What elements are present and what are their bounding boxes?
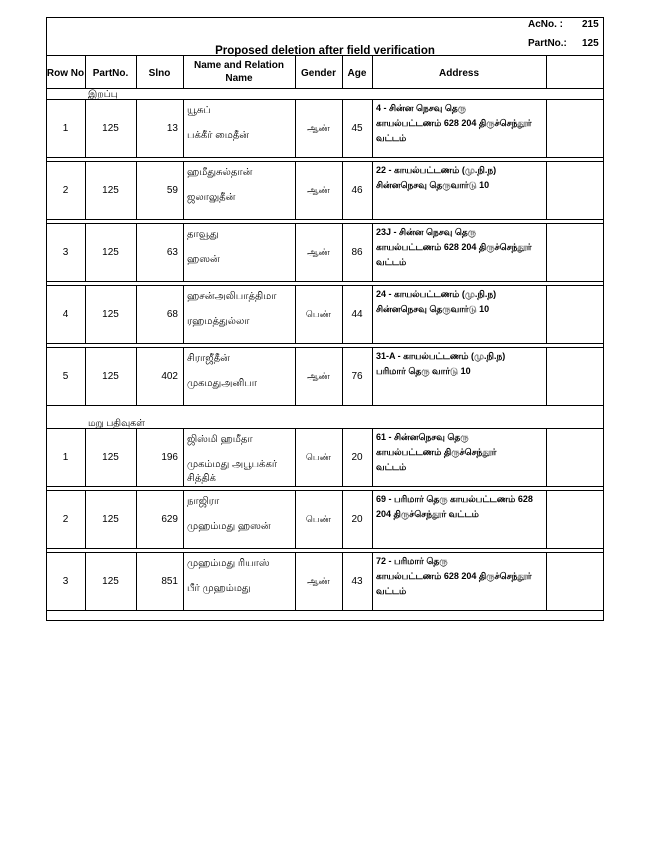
elector-name: தாவூது: [187, 229, 219, 240]
row-column-divider: [85, 552, 86, 610]
row-column-divider: [546, 552, 547, 610]
row-column-divider: [372, 347, 373, 405]
row-column-divider: [136, 490, 137, 548]
row-column-divider: [85, 347, 86, 405]
elector-name: யூசுப்: [187, 105, 211, 116]
address-line-1: 22 - காயல்பட்டணம் (மு.நி.ந): [376, 165, 497, 175]
row-column-divider: [295, 428, 296, 486]
row-column-divider: [136, 99, 137, 157]
row-bottom-border: [46, 157, 604, 158]
age: 20: [351, 452, 363, 463]
address-line-2: காயல்பட்டணம் 628 204 திருச்செந்தூர்: [376, 242, 532, 252]
row-column-divider: [372, 552, 373, 610]
row-column-divider: [136, 552, 137, 610]
relation-name: பக்கீர் மைதீன்: [187, 130, 249, 141]
row-column-divider: [85, 223, 86, 281]
row-column-divider: [136, 428, 137, 486]
table-bottom-border: [46, 620, 604, 621]
address-line-3: வட்டம்: [376, 586, 407, 596]
column-header-slno: Slno: [148, 68, 171, 79]
row-column-divider: [183, 347, 184, 405]
row-column-divider: [342, 99, 343, 157]
relation-name-cont: சித்திக்: [187, 473, 216, 484]
elector-name: ஹமீதுசுல்தான்: [187, 167, 253, 178]
serial-number: 68: [166, 309, 178, 320]
row-number: 2: [62, 514, 69, 525]
row-column-divider: [372, 285, 373, 343]
column-header-gender: Gender: [300, 68, 336, 79]
row-column-divider: [85, 161, 86, 219]
gender: ஆண்: [307, 247, 330, 257]
age: 76: [351, 371, 363, 382]
address-line-2: காயல்பட்டணம் 628 204 திருச்செந்தூர்: [376, 118, 532, 128]
header-column-divider: [342, 55, 343, 88]
row-bottom-border: [46, 343, 604, 344]
row-column-divider: [342, 490, 343, 548]
gender: பெண்: [305, 514, 332, 524]
age: 86: [351, 247, 363, 258]
row-column-divider: [183, 161, 184, 219]
row-column-divider: [85, 99, 86, 157]
serial-number: 13: [166, 123, 178, 134]
row-column-divider: [295, 285, 296, 343]
serial-number: 402: [161, 371, 178, 382]
address-line-3: வட்டம்: [376, 462, 407, 472]
page-title: Proposed deletion after field verification: [215, 45, 435, 57]
row-column-divider: [342, 428, 343, 486]
row-top-border: [46, 552, 604, 553]
row-column-divider: [372, 490, 373, 548]
row-column-divider: [295, 490, 296, 548]
part-number: 125: [102, 185, 119, 196]
age: 43: [351, 576, 363, 587]
elector-name: சிராஜீதீன்: [187, 353, 230, 364]
row-top-border: [46, 99, 604, 100]
row-column-divider: [183, 490, 184, 548]
age: 44: [351, 309, 363, 320]
column-header-address: Address: [438, 68, 479, 79]
gender: ஆண்: [307, 123, 330, 133]
row-number: 3: [62, 576, 69, 587]
gender: ஆண்: [307, 185, 330, 195]
row-column-divider: [342, 285, 343, 343]
header-column-divider: [85, 55, 86, 88]
part-number: 125: [102, 452, 119, 463]
row-bottom-border: [46, 281, 604, 282]
row-column-divider: [546, 161, 547, 219]
gender: பெண்: [305, 309, 332, 319]
row-column-divider: [546, 428, 547, 486]
row-column-divider: [546, 347, 547, 405]
address-line-3: வட்டம்: [376, 133, 407, 143]
row-column-divider: [295, 552, 296, 610]
row-number: 4: [62, 309, 69, 320]
partno-value: 125: [582, 38, 599, 49]
row-column-divider: [85, 428, 86, 486]
column-header-name: Name and Relation Name: [193, 60, 285, 84]
address-line-1: 24 - காயல்பட்டணம் (மு.நி.ந): [376, 289, 497, 299]
address-line-2: சின்னநெசவு தெருவார்டு 10: [376, 304, 490, 314]
relation-name: முஹம்மது ஹஸன்: [187, 521, 271, 532]
relation-name: ஜலாலுதீன்: [187, 192, 236, 203]
header-column-divider: [136, 55, 137, 88]
acno-label: AcNo. :: [528, 19, 563, 30]
row-column-divider: [372, 161, 373, 219]
part-number: 125: [102, 123, 119, 134]
row-bottom-border: [46, 610, 604, 611]
row-column-divider: [183, 552, 184, 610]
column-header-part-no: PartNo.: [92, 68, 129, 79]
serial-number: 59: [166, 185, 178, 196]
gender: பெண்: [305, 452, 332, 462]
address-line-1: 69 - பரிமார் தெரு காயல்பட்டணம் 628: [376, 494, 533, 504]
relation-name: முகமதுஅனிபா: [187, 378, 257, 389]
row-column-divider: [546, 285, 547, 343]
row-number: 3: [62, 247, 69, 258]
row-column-divider: [342, 552, 343, 610]
address-line-3: வட்டம்: [376, 257, 407, 267]
row-column-divider: [342, 161, 343, 219]
column-header-age: Age: [347, 68, 367, 79]
row-bottom-border: [46, 486, 604, 487]
row-column-divider: [136, 285, 137, 343]
row-column-divider: [183, 285, 184, 343]
column-header-row-no: Row No: [46, 68, 85, 79]
address-line-2: காயல்பட்டணம் திருச்செந்தூர்: [376, 447, 497, 457]
row-column-divider: [183, 223, 184, 281]
address-line-1: 23J - சின்ன நெசவு தெரு: [376, 227, 477, 237]
relation-name: முகம்மது அபூபக்கர்: [187, 459, 278, 470]
row-top-border: [46, 161, 604, 162]
row-column-divider: [372, 99, 373, 157]
header-column-divider: [546, 55, 547, 88]
address-line-1: 31-A - காயல்பட்டணம் (மு.நி.ந): [376, 351, 506, 361]
address-line-1: 4 - சின்ன நெசவு தெரு: [376, 103, 467, 113]
row-column-divider: [342, 223, 343, 281]
row-column-divider: [136, 223, 137, 281]
elector-name: ஜிஸ்மி ஹமீதா: [187, 434, 253, 445]
header-column-divider: [295, 55, 296, 88]
row-column-divider: [136, 347, 137, 405]
part-number: 125: [102, 576, 119, 587]
row-column-divider: [295, 223, 296, 281]
row-column-divider: [372, 428, 373, 486]
serial-number: 629: [161, 514, 178, 525]
gender: ஆண்: [307, 576, 330, 586]
relation-name: ஹஸன்: [187, 254, 220, 265]
row-bottom-border: [46, 219, 604, 220]
row-column-divider: [546, 99, 547, 157]
row-column-divider: [295, 99, 296, 157]
table-top-border: [46, 17, 604, 18]
elector-name: நாஜிரா: [187, 496, 220, 507]
row-column-divider: [183, 428, 184, 486]
serial-number: 63: [166, 247, 178, 258]
section-label: மறு பதிவுகள்: [88, 418, 145, 429]
elector-name: முஹம்மது ரியாஸ்: [187, 558, 270, 569]
row-column-divider: [136, 161, 137, 219]
acno-value: 215: [582, 19, 599, 30]
row-number: 1: [62, 123, 69, 134]
partno-label: PartNo.:: [528, 38, 567, 49]
address-line-2: 204 திருச்செந்தூர் வட்டம்: [376, 509, 479, 519]
row-bottom-border: [46, 548, 604, 549]
relation-name: ரஹமத்துல்லா: [187, 316, 250, 327]
row-column-divider: [342, 347, 343, 405]
row-top-border: [46, 223, 604, 224]
serial-number: 851: [161, 576, 178, 587]
serial-number: 196: [161, 452, 178, 463]
row-number: 1: [62, 452, 69, 463]
header-bottom-border: [46, 88, 604, 89]
address-line-1: 72 - பரிமார் தெரு: [376, 556, 448, 566]
row-number: 2: [62, 185, 69, 196]
row-number: 5: [62, 371, 69, 382]
row-top-border: [46, 347, 604, 348]
part-number: 125: [102, 309, 119, 320]
row-column-divider: [295, 161, 296, 219]
age: 46: [351, 185, 363, 196]
row-column-divider: [183, 99, 184, 157]
part-number: 125: [102, 371, 119, 382]
elector-name: ஹசன்அலிபாத்திமா: [187, 291, 277, 302]
part-number: 125: [102, 247, 119, 258]
row-column-divider: [85, 285, 86, 343]
part-number: 125: [102, 514, 119, 525]
address-line-2: பரிமார் தெரு வார்டு 10: [376, 366, 471, 376]
table-right-border: [603, 55, 604, 621]
address-line-1: 61 - சின்னநெசவு தெரு: [376, 432, 469, 442]
age: 45: [351, 123, 363, 134]
row-bottom-border: [46, 405, 604, 406]
row-column-divider: [372, 223, 373, 281]
row-top-border: [46, 428, 604, 429]
age: 20: [351, 514, 363, 525]
row-top-border: [46, 285, 604, 286]
section-label: இறப்பு: [88, 89, 118, 100]
address-line-2: காயல்பட்டணம் 628 204 திருச்செந்தூர்: [376, 571, 532, 581]
row-column-divider: [295, 347, 296, 405]
relation-name: பீர் முஹம்மது: [187, 583, 251, 594]
deletion-list-table: [46, 17, 604, 621]
header-column-divider: [183, 55, 184, 88]
row-column-divider: [546, 490, 547, 548]
row-column-divider: [546, 223, 547, 281]
header-column-divider: [372, 55, 373, 88]
row-top-border: [46, 490, 604, 491]
address-line-2: சின்னநெசவு தெருவார்டு 10: [376, 180, 490, 190]
row-column-divider: [85, 490, 86, 548]
gender: ஆண்: [307, 371, 330, 381]
